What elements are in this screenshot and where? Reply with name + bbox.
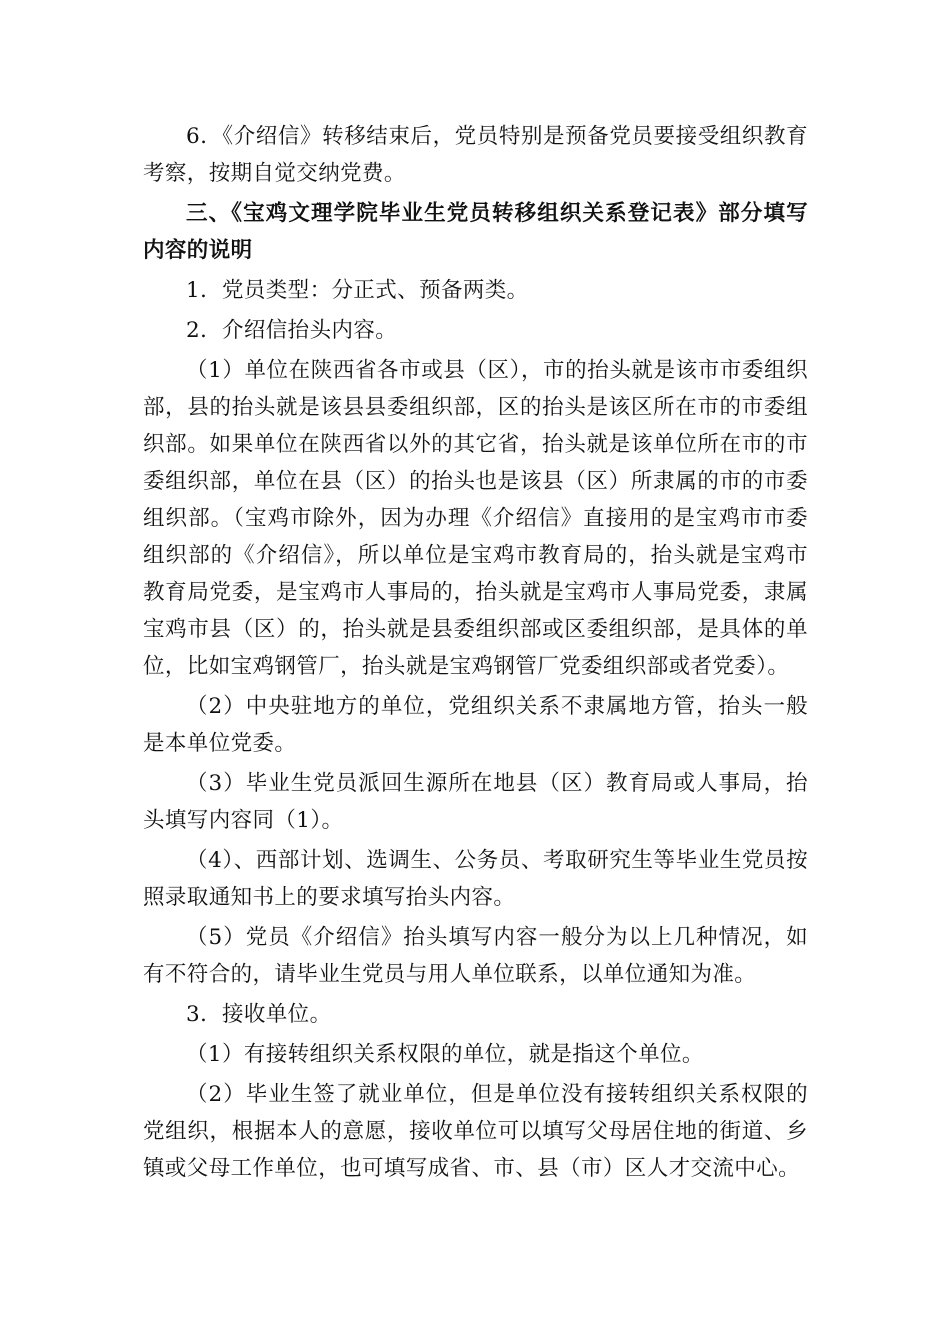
paragraph-header-rule-1: （1）单位在陕西省各市或县（区），市的抬头就是该市市委组织部，县的抬头就是该县县委组织部，区的抬头是该区所在市的市委组织部。如果单位在陕西省以外的其它省，抬头就是该单位所在市的市委组织部，单位在县（区）的抬头也是该县（区）所隶属的市的市委组织部。（宝鸡市除外，因为办理《介绍信》直接用的是宝鸡市市委组织部的《介绍信》，所以单位是宝鸡市教育局的，抬头就是宝鸡市教育局党委，是宝鸡市人事局的，抬头就是宝鸡市人事局党委，隶属宝鸡市县（区）的，抬头就是县委组织部或区委组织部，是具体的单位，比如宝鸡钢管厂，抬头就是宝鸡钢管厂党委组织部或者党委）。 [143, 358, 808, 679]
paragraph-receiving-unit: 3．接收单位。 [186, 1002, 332, 1027]
paragraph-letter-header: 2．介绍信抬头内容。 [186, 318, 398, 343]
paragraph-header-rule-2: （2）中央驻地方的单位，党组织关系不隶属地方管，抬头一般是本单位党委。 [143, 694, 808, 756]
paragraph-header-rule-3: （3）毕业生党员派回生源所在地县（区）教育局或人事局，抬头填写内容同（1）。 [143, 771, 808, 833]
document-page [143, 118, 808, 1190]
section-heading-3: 三、《宝鸡文理学院毕业生党员转移组织关系登记表》部分填写内容的说明 [143, 201, 808, 263]
paragraph-receiving-rule-2: （2）毕业生签了就业单位，但是单位没有接转组织关系权限的党组织，根据本人的意愿，接收单位可以填写父母居住地的街道、乡镇或父母工作单位，也可填写成省、市、县（市）区人才交流中心。 [143, 1082, 808, 1181]
paragraph-item-6: 6．《介绍信》转移结束后，党员特别是预备党员要接受组织教育考察，按期自觉交纳党费。 [143, 124, 808, 186]
paragraph-header-rule-5: （5）党员《介绍信》抬头填写内容一般分为以上几种情况，如有不符合的，请毕业生党员与用人单位联系，以单位通知为准。 [143, 925, 808, 987]
paragraph-receiving-rule-1: （1）有接转组织关系权限的单位，就是指这个单位。 [186, 1042, 704, 1067]
paragraph-header-rule-4: （4）、西部计划、选调生、公务员、考取研究生等毕业生党员按照录取通知书上的要求填写抬头内容。 [143, 848, 808, 910]
paragraph-member-type: 1．党员类型：分正式、预备两类。 [186, 278, 529, 303]
